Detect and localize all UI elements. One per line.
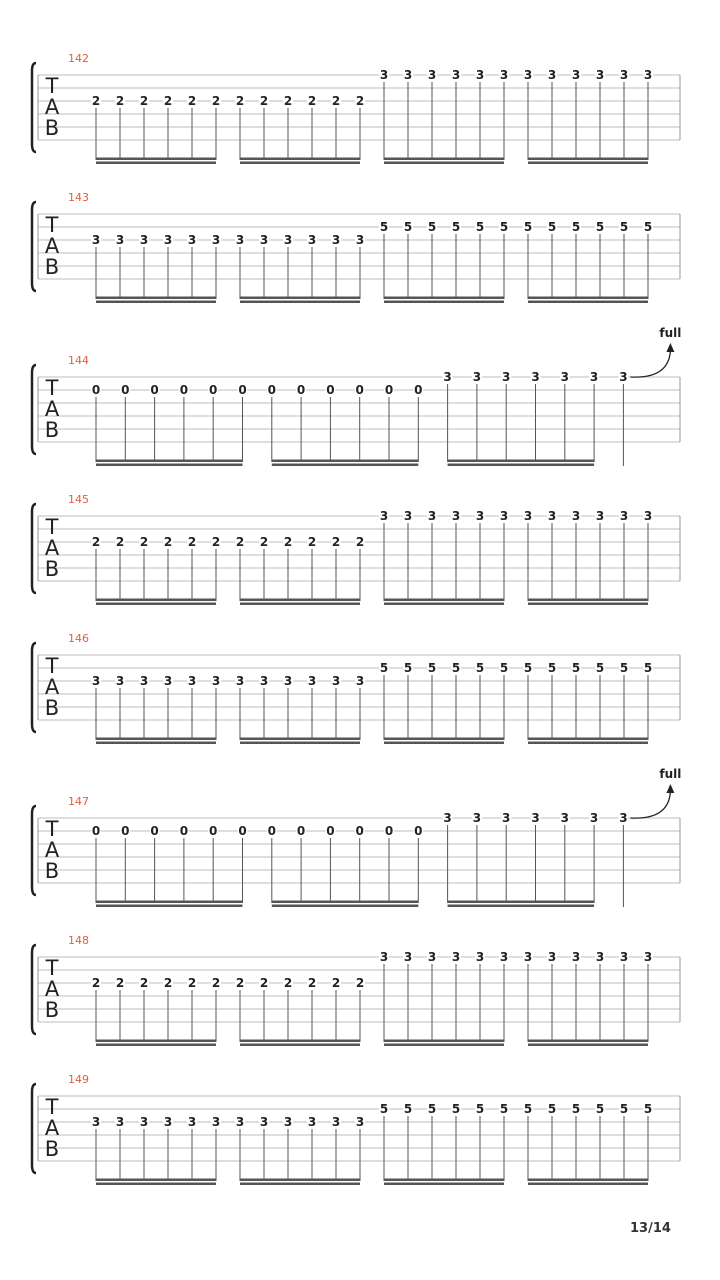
- fret-number: 5: [571, 661, 581, 675]
- fret-number: 0: [414, 383, 423, 397]
- fret-number: 2: [355, 94, 365, 108]
- fret-number: 3: [211, 1115, 221, 1129]
- fret-number: 3: [163, 674, 173, 688]
- tab-clef-letter: B: [44, 255, 60, 279]
- fret-number: 2: [163, 976, 173, 990]
- fret-number: 5: [451, 1102, 461, 1116]
- fret-number: 0: [384, 383, 394, 397]
- beam-primary: [384, 158, 504, 161]
- fret-number: 3: [379, 509, 389, 523]
- fret-number: 2: [235, 976, 245, 990]
- fret-number: 3: [643, 509, 653, 523]
- system-bracket: [32, 365, 36, 454]
- fret-number: 3: [547, 950, 557, 964]
- beam-primary: [240, 297, 360, 300]
- beam-primary: [384, 738, 504, 741]
- fret-number: 2: [331, 94, 341, 108]
- beam-primary: [96, 901, 243, 904]
- beam-secondary: [448, 905, 594, 908]
- beam-primary: [96, 738, 216, 741]
- fret-number: 3: [259, 1115, 269, 1129]
- fret-number: 2: [139, 535, 149, 549]
- fret-number: 3: [472, 370, 482, 384]
- tab-clef-letter: A: [44, 397, 60, 421]
- system-bracket: [32, 1084, 36, 1173]
- fret-number: 0: [121, 383, 130, 397]
- fret-number: 3: [531, 370, 540, 384]
- tab-clef-letter: B: [44, 696, 60, 720]
- fret-number: 3: [619, 370, 628, 384]
- beam-primary: [240, 738, 360, 741]
- beam-secondary: [384, 742, 504, 745]
- fret-number: 3: [403, 509, 413, 523]
- tab-system: [32, 934, 680, 1046]
- tab-clef-letter: B: [44, 998, 60, 1022]
- fret-number: 5: [619, 220, 629, 234]
- measure-number: 149: [68, 1073, 89, 1086]
- bend-label: full: [659, 326, 682, 340]
- fret-number: 0: [267, 824, 276, 838]
- page-number: 13/14: [630, 1221, 671, 1236]
- tab-system: [32, 493, 680, 605]
- fret-number: 5: [571, 1102, 581, 1116]
- fret-number: 5: [499, 1102, 509, 1116]
- fret-number: 5: [595, 220, 605, 234]
- fret-number: 3: [163, 1115, 173, 1129]
- system-bracket: [32, 643, 36, 732]
- tab-clef-letter: T: [45, 1095, 59, 1119]
- system-bracket: [32, 945, 36, 1034]
- beam-primary: [528, 297, 648, 300]
- fret-number: 2: [283, 976, 293, 990]
- fret-number: 0: [91, 383, 101, 397]
- fret-number: 0: [91, 824, 101, 838]
- fret-number: 3: [235, 674, 245, 688]
- fret-number: 2: [91, 94, 101, 108]
- fret-number: 3: [451, 68, 461, 82]
- fret-number: 2: [115, 94, 125, 108]
- fret-number: 0: [326, 824, 335, 838]
- fret-number: 5: [475, 1102, 485, 1116]
- measure-number: 143: [68, 191, 89, 204]
- fret-number: 3: [619, 68, 629, 82]
- fret-number: 0: [414, 824, 423, 838]
- fret-number: 2: [211, 94, 221, 108]
- fret-number: 2: [307, 94, 317, 108]
- system-bracket: [32, 202, 36, 291]
- beam-primary: [96, 158, 216, 161]
- fret-number: 5: [619, 1102, 629, 1116]
- fret-number: 0: [296, 383, 306, 397]
- tab-clef-letter: A: [44, 675, 60, 699]
- tab-clef-letter: A: [44, 977, 60, 1001]
- beam-secondary: [96, 1183, 216, 1186]
- fret-number: 3: [163, 233, 173, 247]
- fret-number: 3: [211, 674, 221, 688]
- bend-curve: [630, 351, 670, 377]
- fret-number: 3: [235, 233, 245, 247]
- fret-number: 3: [560, 370, 569, 384]
- tab-clef-letter: B: [44, 1137, 60, 1161]
- beam-secondary: [384, 1044, 504, 1047]
- fret-number: 2: [283, 535, 293, 549]
- fret-number: 3: [187, 233, 197, 247]
- bend-arrowhead: [666, 343, 674, 352]
- fret-number: 3: [571, 950, 581, 964]
- tab-clef-letter: A: [44, 838, 60, 862]
- beam-secondary: [384, 603, 504, 606]
- fret-number: 2: [235, 535, 245, 549]
- bend-label: full: [659, 767, 682, 781]
- tab-clef-letter: T: [45, 213, 59, 237]
- tab-clef-letter: B: [44, 557, 60, 581]
- fret-number: 3: [331, 674, 341, 688]
- fret-number: 3: [283, 1115, 293, 1129]
- fret-number: 3: [427, 68, 437, 82]
- fret-number: 3: [523, 68, 533, 82]
- fret-number: 0: [355, 383, 364, 397]
- tab-system: [32, 632, 680, 744]
- fret-number: 3: [595, 68, 605, 82]
- tab-clef-letter: T: [45, 376, 59, 400]
- fret-number: 3: [475, 68, 485, 82]
- system-bracket: [32, 806, 36, 895]
- beam-secondary: [384, 1183, 504, 1186]
- tab-clef-letter: A: [44, 95, 60, 119]
- fret-number: 3: [307, 1115, 317, 1129]
- tab-system: [32, 52, 680, 164]
- fret-number: 3: [139, 233, 149, 247]
- bend-arrowhead: [666, 784, 674, 793]
- fret-number: 3: [331, 1115, 341, 1129]
- beam-secondary: [240, 742, 360, 745]
- fret-number: 3: [139, 674, 149, 688]
- fret-number: 3: [589, 811, 599, 825]
- fret-number: 0: [238, 383, 247, 397]
- tab-clef-letter: T: [45, 956, 59, 980]
- fret-number: 2: [355, 976, 365, 990]
- fret-number: 5: [475, 220, 485, 234]
- fret-number: 2: [139, 976, 149, 990]
- beam-primary: [384, 1040, 504, 1043]
- fret-number: 5: [427, 661, 437, 675]
- fret-number: 3: [475, 509, 485, 523]
- beam-primary: [528, 1040, 648, 1043]
- fret-number: 3: [427, 950, 437, 964]
- fret-number: 3: [355, 1115, 365, 1129]
- fret-number: 3: [187, 1115, 197, 1129]
- fret-number: 2: [115, 976, 125, 990]
- fret-number: 3: [91, 674, 101, 688]
- fret-number: 2: [259, 976, 269, 990]
- fret-number: 2: [235, 94, 245, 108]
- tab-clef-letter: A: [44, 234, 60, 258]
- fret-number: 3: [283, 674, 293, 688]
- beam-primary: [448, 460, 594, 463]
- fret-number: 2: [283, 94, 293, 108]
- fret-number: 3: [475, 950, 485, 964]
- fret-number: 5: [523, 661, 533, 675]
- fret-number: 2: [355, 535, 365, 549]
- tab-clef-letter: T: [45, 817, 59, 841]
- beam-secondary: [240, 1183, 360, 1186]
- fret-number: 3: [379, 68, 389, 82]
- fret-number: 3: [451, 509, 461, 523]
- fret-number: 3: [595, 950, 605, 964]
- fret-number: 3: [531, 811, 540, 825]
- fret-number: 5: [595, 661, 605, 675]
- fret-number: 3: [91, 1115, 101, 1129]
- fret-number: 0: [384, 824, 394, 838]
- beam-secondary: [96, 162, 216, 165]
- beam-primary: [528, 158, 648, 161]
- beam-secondary: [240, 603, 360, 606]
- measure-number: 144: [68, 354, 89, 367]
- beam-secondary: [528, 301, 648, 304]
- fret-number: 3: [259, 233, 269, 247]
- tab-clef-letter: B: [44, 116, 60, 140]
- fret-number: 5: [547, 220, 557, 234]
- fret-number: 5: [619, 661, 629, 675]
- beam-secondary: [528, 603, 648, 606]
- fret-number: 3: [643, 950, 653, 964]
- fret-number: 2: [307, 535, 317, 549]
- beam-primary: [384, 297, 504, 300]
- fret-number: 3: [499, 68, 509, 82]
- beam-primary: [384, 1179, 504, 1182]
- fret-number: 3: [451, 950, 461, 964]
- fret-number: 0: [179, 383, 189, 397]
- fret-number: 3: [259, 674, 269, 688]
- beam-secondary: [272, 905, 419, 908]
- fret-number: 3: [502, 370, 511, 384]
- fret-number: 3: [187, 674, 197, 688]
- beam-secondary: [528, 742, 648, 745]
- measure-number: 147: [68, 795, 89, 808]
- beam-primary: [240, 1040, 360, 1043]
- tab-clef-letter: T: [45, 74, 59, 98]
- fret-number: 3: [560, 811, 569, 825]
- beam-primary: [272, 901, 419, 904]
- fret-number: 2: [139, 94, 149, 108]
- fret-number: 0: [326, 383, 335, 397]
- fret-number: 3: [115, 233, 125, 247]
- fret-number: 2: [211, 535, 221, 549]
- fret-number: 5: [379, 1102, 389, 1116]
- fret-number: 3: [589, 370, 599, 384]
- fret-number: 3: [403, 950, 413, 964]
- fret-number: 0: [209, 824, 218, 838]
- beam-primary: [96, 1179, 216, 1182]
- fret-number: 2: [187, 535, 197, 549]
- tab-system: [32, 767, 681, 907]
- fret-number: 0: [267, 383, 276, 397]
- beam-secondary: [96, 603, 216, 606]
- fret-number: 0: [121, 824, 130, 838]
- fret-number: 2: [91, 976, 101, 990]
- fret-number: 0: [150, 824, 159, 838]
- fret-number: 3: [523, 950, 533, 964]
- beam-primary: [528, 738, 648, 741]
- tab-clef-letter: T: [45, 654, 59, 678]
- fret-number: 3: [235, 1115, 245, 1129]
- fret-number: 3: [523, 509, 533, 523]
- fret-number: 0: [179, 824, 189, 838]
- fret-number: 2: [91, 535, 101, 549]
- fret-number: 3: [547, 509, 557, 523]
- fret-number: 2: [211, 976, 221, 990]
- beam-primary: [96, 1040, 216, 1043]
- fret-number: 5: [475, 661, 485, 675]
- fret-number: 3: [331, 233, 341, 247]
- tab-system: [32, 191, 680, 303]
- beam-secondary: [528, 162, 648, 165]
- fret-number: 3: [619, 950, 629, 964]
- fret-number: 3: [307, 674, 317, 688]
- fret-number: 3: [443, 370, 452, 384]
- fret-number: 3: [571, 509, 581, 523]
- beam-secondary: [528, 1044, 648, 1047]
- beam-secondary: [240, 1044, 360, 1047]
- beam-primary: [272, 460, 419, 463]
- fret-number: 5: [403, 220, 413, 234]
- fret-number: 5: [427, 220, 437, 234]
- fret-number: 5: [643, 661, 653, 675]
- fret-number: 5: [523, 220, 533, 234]
- fret-number: 3: [619, 811, 628, 825]
- fret-number: 3: [571, 68, 581, 82]
- fret-number: 3: [355, 233, 365, 247]
- fret-number: 5: [571, 220, 581, 234]
- tab-clef-letter: B: [44, 418, 60, 442]
- tab-system: [32, 326, 681, 466]
- fret-number: 5: [643, 1102, 653, 1116]
- beam-secondary: [272, 464, 419, 467]
- beam-secondary: [96, 742, 216, 745]
- fret-number: 2: [163, 535, 173, 549]
- fret-number: 3: [379, 950, 389, 964]
- beam-secondary: [96, 905, 243, 908]
- fret-number: 5: [499, 220, 509, 234]
- fret-number: 3: [355, 674, 365, 688]
- fret-number: 5: [499, 661, 509, 675]
- beam-secondary: [96, 464, 243, 467]
- beam-primary: [384, 599, 504, 602]
- fret-number: 2: [163, 94, 173, 108]
- fret-number: 2: [259, 535, 269, 549]
- tab-clef-letter: A: [44, 1116, 60, 1140]
- beam-primary: [240, 158, 360, 161]
- tab-clef-letter: B: [44, 859, 60, 883]
- fret-number: 2: [331, 976, 341, 990]
- fret-number: 2: [187, 976, 197, 990]
- measure-number: 146: [68, 632, 89, 645]
- fret-number: 3: [91, 233, 101, 247]
- tab-clef-letter: A: [44, 536, 60, 560]
- beam-secondary: [448, 464, 594, 467]
- fret-number: 0: [209, 383, 218, 397]
- beam-primary: [528, 1179, 648, 1182]
- beam-primary: [96, 599, 216, 602]
- beam-secondary: [240, 301, 360, 304]
- fret-number: 0: [296, 824, 306, 838]
- fret-number: 5: [595, 1102, 605, 1116]
- beam-secondary: [528, 1183, 648, 1186]
- fret-number: 3: [115, 674, 125, 688]
- beam-secondary: [96, 1044, 216, 1047]
- fret-number: 0: [355, 824, 364, 838]
- system-bracket: [32, 63, 36, 152]
- fret-number: 3: [499, 509, 509, 523]
- measure-number: 142: [68, 52, 89, 65]
- fret-number: 5: [403, 1102, 413, 1116]
- fret-number: 3: [472, 811, 482, 825]
- fret-number: 2: [331, 535, 341, 549]
- fret-number: 5: [379, 220, 389, 234]
- tab-system: [32, 1073, 680, 1185]
- fret-number: 5: [403, 661, 413, 675]
- fret-number: 2: [307, 976, 317, 990]
- fret-number: 5: [379, 661, 389, 675]
- fret-number: 5: [451, 661, 461, 675]
- system-bracket: [32, 504, 36, 593]
- fret-number: 3: [547, 68, 557, 82]
- beam-primary: [528, 599, 648, 602]
- tab-clef-letter: T: [45, 515, 59, 539]
- fret-number: 2: [115, 535, 125, 549]
- beam-secondary: [240, 162, 360, 165]
- fret-number: 3: [403, 68, 413, 82]
- fret-number: 5: [643, 220, 653, 234]
- fret-number: 0: [150, 383, 159, 397]
- fret-number: 3: [307, 233, 317, 247]
- beam-primary: [240, 599, 360, 602]
- beam-primary: [240, 1179, 360, 1182]
- fret-number: 3: [502, 811, 511, 825]
- fret-number: 3: [619, 509, 629, 523]
- fret-number: 5: [547, 661, 557, 675]
- beam-secondary: [384, 301, 504, 304]
- fret-number: 3: [427, 509, 437, 523]
- fret-number: 0: [238, 824, 247, 838]
- fret-number: 5: [451, 220, 461, 234]
- fret-number: 3: [115, 1115, 125, 1129]
- fret-number: 5: [427, 1102, 437, 1116]
- measure-number: 148: [68, 934, 89, 947]
- fret-number: 3: [499, 950, 509, 964]
- fret-number: 5: [523, 1102, 533, 1116]
- measure-number: 145: [68, 493, 89, 506]
- beam-primary: [96, 297, 216, 300]
- fret-number: 3: [283, 233, 293, 247]
- fret-number: 3: [211, 233, 221, 247]
- beam-secondary: [384, 162, 504, 165]
- bend-curve: [630, 792, 670, 818]
- fret-number: 2: [187, 94, 197, 108]
- fret-number: 3: [595, 509, 605, 523]
- fret-number: 2: [259, 94, 269, 108]
- fret-number: 3: [643, 68, 653, 82]
- fret-number: 3: [443, 811, 452, 825]
- beam-secondary: [96, 301, 216, 304]
- beam-primary: [96, 460, 243, 463]
- fret-number: 3: [139, 1115, 149, 1129]
- beam-primary: [448, 901, 594, 904]
- fret-number: 5: [547, 1102, 557, 1116]
